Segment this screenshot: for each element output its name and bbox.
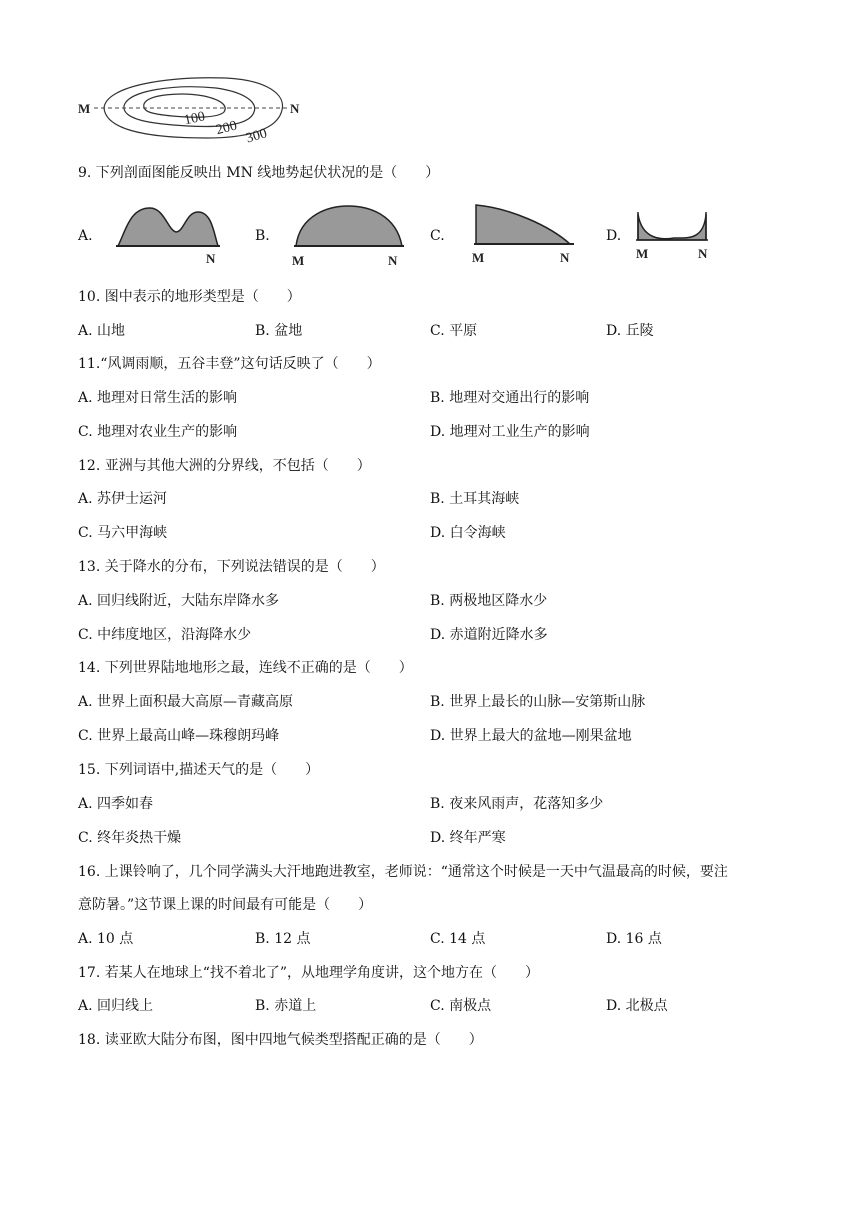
profile-c-label-n: N: [560, 250, 570, 265]
q12-option-b: B. 土耳其海峡: [430, 491, 520, 507]
profile-d-figure: [632, 206, 716, 264]
profile-d-label-m: M: [636, 246, 649, 261]
q12-option-c: C. 马六甲海峡: [78, 525, 168, 541]
q15-option-d: D. 终年严寒: [430, 830, 506, 846]
q17-option-a: A. 回归线上: [78, 998, 154, 1014]
profile-b-figure: [290, 200, 410, 270]
q9-option-c-letter: C.: [430, 228, 445, 244]
profile-b-label-m: M: [292, 253, 305, 268]
q9-profile-d: [632, 206, 716, 264]
q12-option-d: D. 白令海峡: [430, 525, 506, 541]
q15-stem: 15. 下列词语中,描述天气的是（ ）: [78, 762, 320, 778]
q10-option-a: A. 山地: [78, 323, 126, 339]
q11-stem: 11.“风调雨顺，五谷丰登”这句话反映了（ ）: [78, 356, 381, 372]
q9-option-d-letter: D.: [606, 228, 622, 244]
contour-value-300: 300: [244, 126, 269, 144]
q10-option-d: D. 丘陵: [606, 323, 654, 339]
q16-option-a: A. 10 点: [78, 931, 134, 947]
q14-stem: 14. 下列世界陆地地形之最，连线不正确的是（ ）: [78, 660, 413, 676]
q18-stem: 18. 读亚欧大陆分布图，图中四地气候类型搭配正确的是（ ）: [78, 1032, 483, 1048]
q10-stem: 10. 图中表示的地形类型是（ ）: [78, 289, 301, 305]
q15-option-b: B. 夜来风雨声，花落知多少: [430, 796, 604, 812]
q9-option-a-letter: A.: [78, 228, 93, 244]
q16-option-b: B. 12 点: [255, 931, 311, 947]
q15-option-a: A. 四季如春: [78, 796, 154, 812]
q9-stem: 9. 下列剖面图能反映出 MN 线地势起伏状况的是（ ）: [78, 165, 440, 181]
q17-option-c: C. 南极点: [430, 998, 492, 1014]
q12-option-a: A. 苏伊士运河: [78, 491, 168, 507]
q13-option-c: C. 中纬度地区，沿海降水少: [78, 627, 252, 643]
profile-c-figure: [470, 200, 580, 268]
q11-option-c: C. 地理对农业生产的影响: [78, 424, 238, 440]
q16-stem-line-1: 16. 上课铃响了，几个同学满头大汗地跑进教室，老师说：“通常这个时候是一天中气温最高的时候，要注: [78, 864, 728, 880]
contour-map: [76, 72, 306, 144]
q12-stem: 12. 亚洲与其他大洲的分界线，不包括（ ）: [78, 458, 371, 474]
q13-option-a: A. 回归线附近，大陆东岸降水多: [78, 593, 280, 609]
q16-stem-line-2: 意防暑。”这节课上课的时间最有可能是（ ）: [78, 897, 373, 913]
q17-stem: 17. 若某人在地球上“找不着北了”，从地理学角度讲，这个地方在（ ）: [78, 965, 540, 981]
contour-value-100: 100: [182, 109, 207, 129]
contour-label-n: N: [290, 101, 300, 116]
q10-option-b: B. 盆地: [255, 323, 303, 339]
q14-option-b: B. 世界上最长的山脉—安第斯山脉: [430, 694, 646, 710]
q15-option-c: C. 终年炎热干燥: [78, 830, 182, 846]
profile-a-label-n: N: [206, 251, 216, 266]
q14-option-a: A. 世界上面积最大高原—青藏高原: [78, 694, 294, 710]
profile-c-label-m: M: [472, 250, 485, 265]
q9-profile-b: [290, 200, 410, 270]
q11-option-d: D. 地理对工业生产的影响: [430, 424, 590, 440]
q13-option-d: D. 赤道附近降水多: [430, 627, 548, 643]
profile-d-label-n: N: [698, 246, 708, 261]
profile-a-figure: [112, 200, 224, 268]
q10-option-c: C. 平原: [430, 323, 478, 339]
q16-option-d: D. 16 点: [606, 931, 662, 947]
q17-option-b: B. 赤道上: [255, 998, 317, 1014]
q13-option-b: B. 两极地区降水少: [430, 593, 548, 609]
q11-option-b: B. 地理对交通出行的影响: [430, 390, 590, 406]
q13-stem: 13. 关于降水的分布，下列说法错误的是（ ）: [78, 559, 385, 575]
q11-option-a: A. 地理对日常生活的影响: [78, 390, 238, 406]
profile-b-label-n: N: [388, 253, 398, 268]
q9-profile-a: [112, 200, 224, 268]
q9-profile-c: [470, 200, 580, 268]
q17-option-d: D. 北极点: [606, 998, 668, 1014]
contour-label-m: M: [78, 101, 91, 116]
q14-option-d: D. 世界上最大的盆地—刚果盆地: [430, 728, 632, 744]
contour-value-200: 200: [214, 118, 239, 139]
contour-map-figure: [76, 72, 306, 144]
q14-option-c: C. 世界上最高山峰—珠穆朗玛峰: [78, 728, 280, 744]
q16-option-c: C. 14 点: [430, 931, 486, 947]
q9-option-b-letter: B.: [255, 228, 270, 244]
